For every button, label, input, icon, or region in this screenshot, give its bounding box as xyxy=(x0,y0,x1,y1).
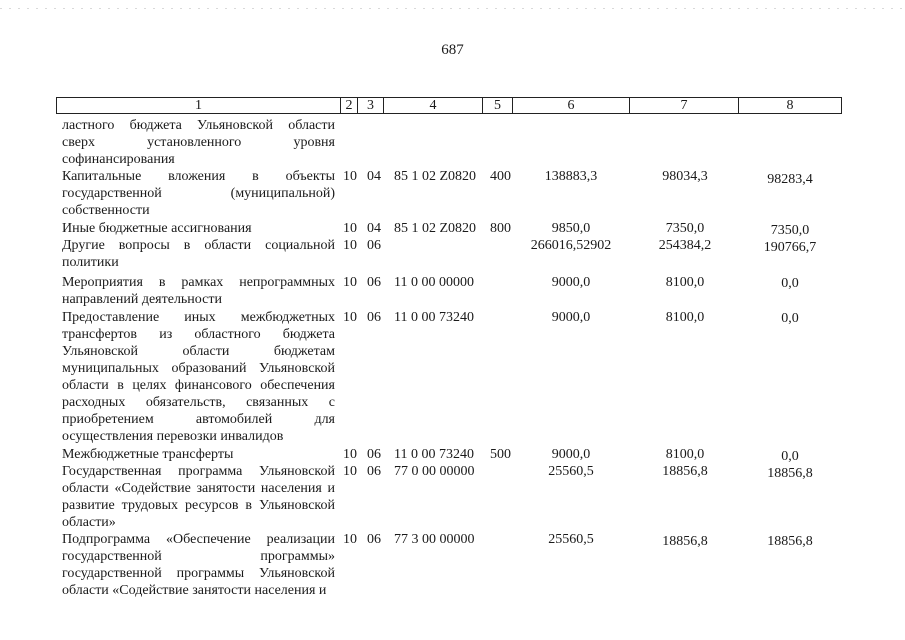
row-value-col8: 0,0 xyxy=(781,311,799,326)
row-value-col7: 18856,8 xyxy=(662,464,708,479)
row-target-article: 77 0 00 00000 xyxy=(394,464,475,479)
table-row xyxy=(0,168,905,220)
row-target-article: 11 0 00 73240 xyxy=(394,310,474,325)
row-section: 10 xyxy=(343,221,357,236)
row-section: 10 xyxy=(343,532,357,547)
scan-artifact-line xyxy=(0,8,905,9)
row-value-col6: 138883,3 xyxy=(544,169,598,184)
row-name: Капитальные вложения в объекты государственной (муниципальной) собственности xyxy=(62,169,335,218)
row-value-col6: 9000,0 xyxy=(551,447,591,462)
header-col-4: 4 xyxy=(383,97,483,114)
row-name: Предоставление иных межбюджетных трансфертов из областного бюджета Ульяновской области бюджетам муниципальных образований Ульяновской области в целях финансового обеспечения расходных обязательств, связанных с приобретением автомобилей для осуществления перевозки инвалидов xyxy=(62,310,335,444)
table-body xyxy=(0,117,905,599)
row-section: 10 xyxy=(343,275,357,290)
row-name: Государственная программа Ульяновской области «Содействие занятости населения и развитие трудовых ресурсов в Ульяновской области» xyxy=(62,464,335,530)
row-value-col6: 9000,0 xyxy=(551,310,591,325)
row-value-col8: 7350,0 xyxy=(770,223,810,238)
row-expense-type: 400 xyxy=(490,169,511,184)
row-subsection: 06 xyxy=(367,275,381,290)
row-value-col7: 18856,8 xyxy=(662,534,708,549)
row-expense-type: 500 xyxy=(490,447,511,462)
header-col-6: 6 xyxy=(512,97,630,114)
row-target-article: 77 3 00 00000 xyxy=(394,532,475,547)
row-value-col8: 0,0 xyxy=(781,449,799,464)
row-value-col8: 18856,8 xyxy=(767,466,813,481)
table-row xyxy=(0,117,905,168)
table-row xyxy=(0,309,905,446)
row-subsection: 04 xyxy=(367,169,381,184)
row-value-col6: 9850,0 xyxy=(551,221,591,236)
row-value-col7: 8100,0 xyxy=(665,275,705,290)
header-col-2: 2 xyxy=(340,97,358,114)
row-target-article: 11 0 00 73240 xyxy=(394,447,474,462)
row-subsection: 04 xyxy=(367,221,381,236)
table-row xyxy=(0,220,905,237)
row-target-article: 11 0 00 00000 xyxy=(394,275,474,290)
row-subsection: 06 xyxy=(367,464,381,479)
row-value-col8: 190766,7 xyxy=(763,240,817,255)
row-value-col6: 266016,52902 xyxy=(530,238,612,253)
table-row xyxy=(0,446,905,463)
row-expense-type: 800 xyxy=(490,221,511,236)
row-name: Другие вопросы в области социальной политики xyxy=(62,238,335,270)
row-section: 10 xyxy=(343,169,357,184)
header-col-5: 5 xyxy=(482,97,513,114)
row-value-col8: 98283,4 xyxy=(767,172,813,187)
row-value-col8: 0,0 xyxy=(781,276,799,291)
row-subsection: 06 xyxy=(367,238,381,253)
header-col-7: 7 xyxy=(629,97,739,114)
row-section: 10 xyxy=(343,238,357,253)
row-section: 10 xyxy=(343,447,357,462)
row-value-col7: 8100,0 xyxy=(665,447,705,462)
header-col-1: 1 xyxy=(56,97,341,114)
row-value-col6: 25560,5 xyxy=(548,532,594,547)
row-value-col8: 18856,8 xyxy=(767,534,813,549)
row-subsection: 06 xyxy=(367,310,381,325)
table-row xyxy=(0,463,905,531)
row-name: ластного бюджета Ульяновской области сверх установленного уровня софинансирования xyxy=(62,118,335,167)
row-value-col7: 7350,0 xyxy=(665,221,705,236)
row-value-col6: 25560,5 xyxy=(548,464,594,479)
row-name: Подпрограмма «Обеспечение реализации государственной программы» государственной программы Ульяновской области «Содействие занятости населения и xyxy=(62,532,335,598)
row-subsection: 06 xyxy=(367,447,381,462)
row-value-col7: 8100,0 xyxy=(665,310,705,325)
row-name: Мероприятия в рамках непрограммных направлений деятельности xyxy=(62,275,335,307)
table-row xyxy=(0,274,905,309)
row-value-col6: 9000,0 xyxy=(551,275,591,290)
row-name: Иные бюджетные ассигнования xyxy=(62,221,252,236)
row-target-article: 85 1 02 Z0820 xyxy=(394,221,477,236)
row-value-col7: 254384,2 xyxy=(658,238,712,253)
row-value-col7: 98034,3 xyxy=(662,169,708,184)
page-number: 687 xyxy=(441,42,464,58)
row-section: 10 xyxy=(343,310,357,325)
row-subsection: 06 xyxy=(367,532,381,547)
header-col-8: 8 xyxy=(738,97,842,114)
header-col-3: 3 xyxy=(357,97,384,114)
row-name: Межбюджетные трансферты xyxy=(62,447,234,462)
row-target-article: 85 1 02 Z0820 xyxy=(394,169,477,184)
table-row xyxy=(0,237,905,274)
table-row xyxy=(0,531,905,599)
row-section: 10 xyxy=(343,464,357,479)
